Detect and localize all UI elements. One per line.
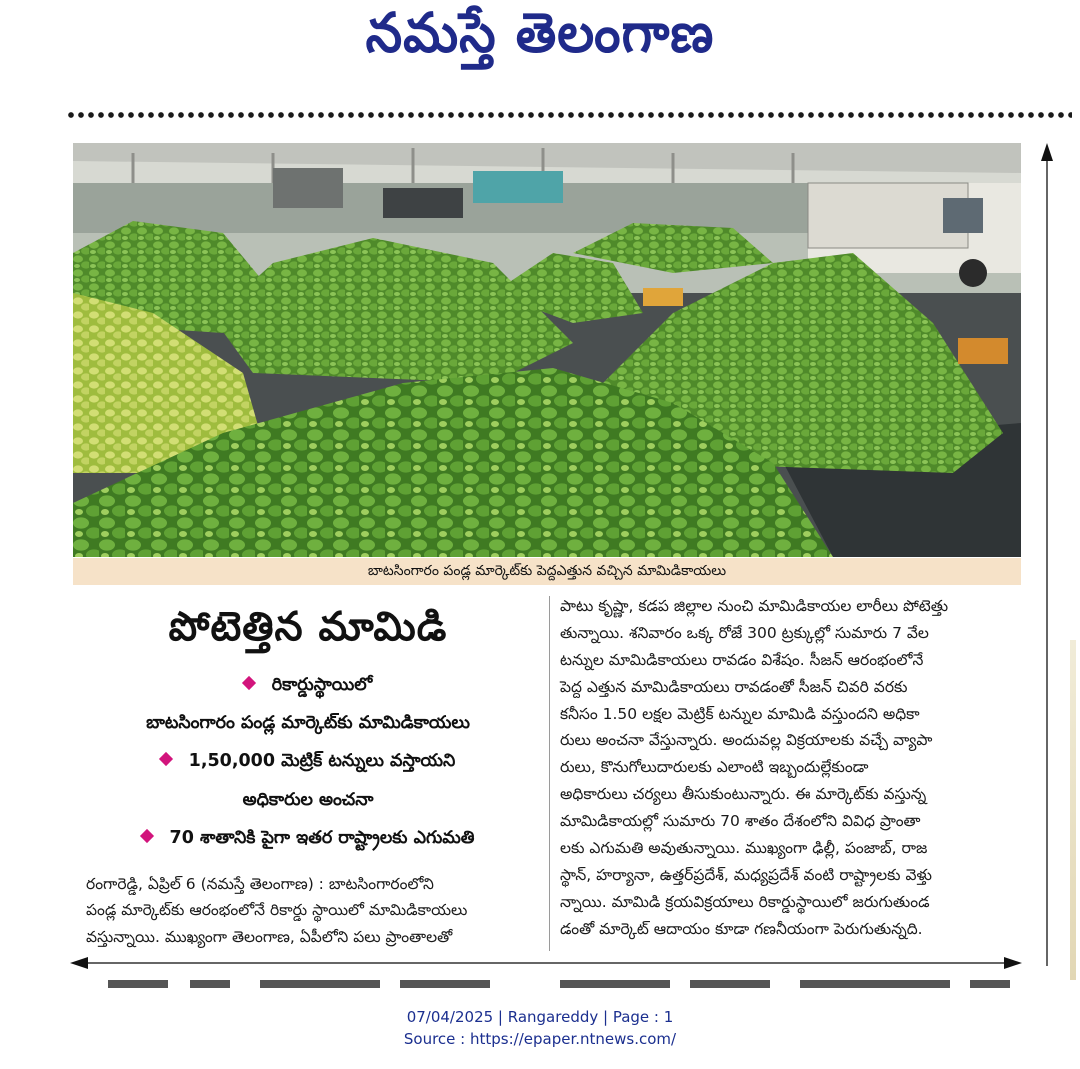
body-line: పండ్ల మార్కెట్‌కు ఆరంభంలోనే రికార్డు స్థాయిలో మామిడికాయలు <box>86 901 468 920</box>
clipped-next-article <box>100 980 1020 988</box>
photo-caption: బాటసింగారం పండ్ల మార్కెట్‌కు పెద్దఎత్తున వచ్చిన మామిడికాయలు <box>73 558 1021 585</box>
column-divider <box>549 596 550 951</box>
dotted-divider <box>66 111 1072 119</box>
article-body-right <box>560 594 1026 944</box>
body-line: రులు, కొనుగోలుదారులకు ఎలాంటి ఇబ్బందుల్లేకుండా <box>560 758 869 777</box>
body-line: న్నాయి. మామిడి క్రయవిక్రయాలు రికార్డుస్థాయిలో జరుగుతుండ <box>560 892 930 911</box>
subhead-5: 70 శాతానికి పైగా ఇతర రాష్ట్రాలకు ఎగుమతి <box>73 828 543 852</box>
masthead <box>0 0 1080 84</box>
horizontal-width-arrow <box>70 956 1022 970</box>
article-body-left <box>86 872 542 951</box>
body-line: కనీసం 1.50 లక్షల మెట్రిక్ టన్నుల మామిడి వస్తుందని అధికా <box>560 704 920 723</box>
adjacent-page-edge <box>1070 640 1076 980</box>
body-line: టన్నుల మామిడికాయలు రావడం విశేషం. సీజన్ ఆరంభంలోనే <box>560 650 924 669</box>
footer-date-edition: 07/04/2025 | Rangareddy | Page : 1 <box>406 1008 674 1026</box>
bullet-diamond-icon <box>242 676 256 690</box>
body-line: లకు ఎగుమతి అవుతున్నాయి. ముఖ్యంగా ఢిల్లీ, పంజాబ్, రాజ <box>560 839 928 858</box>
bullet-diamond-icon <box>159 752 173 766</box>
body-line: రంగారెడ్డి, ఏప్రిల్ 6 (నమస్తే తెలంగాణ) : బాటసింగారంలోని <box>86 875 434 893</box>
bullet-diamond-icon <box>139 829 153 843</box>
vertical-column-arrow <box>1040 143 1054 966</box>
body-line: తున్నాయి. శనివారం ఒక్క రోజే 300 ట్రక్కుల్లో సుమారు 7 వేల <box>560 623 929 642</box>
footer-source: Source : https://epaper.ntnews.com/ <box>403 1030 677 1048</box>
body-line: పాటు కృష్ణా, కడప జిల్లాల నుంచి మామిడికాయల లారీలు పోటెత్తు <box>560 597 949 615</box>
body-line: పెద్ద ఎత్తున మామిడికాయలు రావడంతో సీజన్ చివరి వరకు <box>560 677 908 696</box>
body-line: స్థాన్, హర్యానా, ఉత్తర్‌ప్రదేశ్, మధ్యప్రదేశ్ వంటి రాష్ట్రాలకు వెళ్తు <box>560 865 932 884</box>
subhead-4: అధికారుల అంచనా <box>242 790 374 810</box>
subhead-3: 1,50,000 మెట్రిక్ టన్నులు వస్తాయని <box>73 751 543 775</box>
newspaper-title: నమస్తే తెలంగాణ <box>365 2 715 66</box>
article-headline: పోటెత్తిన మామిడి <box>168 604 448 650</box>
subhead-2: బాటసింగారం పండ్ల మార్కెట్‌కు మామిడికాయలు <box>146 713 470 733</box>
subhead-1: రికార్డుస్థాయిలో <box>73 675 543 699</box>
body-line: మామిడికాయల్లో సుమారు 70 శాతం దేశంలోని వివిధ ప్రాంతా <box>560 812 921 831</box>
body-line: రులు అంచనా వేస్తున్నారు. అందువల్ల విక్రయాలకు వచ్చే వ్యాపా <box>560 731 933 750</box>
body-line: డంతో మార్కెట్ ఆదాయం కూడా గణనీయంగా పెరుగుతున్నది. <box>560 919 923 938</box>
mango-market-photo <box>73 143 1021 557</box>
page-footer <box>0 1006 1080 1050</box>
body-line: అధికారులు చర్యలు తీసుకుంటున్నారు. ఈ మార్కెట్‌కు వస్తున్న <box>560 785 927 804</box>
body-line: వస్తున్నాయి. ముఖ్యంగా తెలంగాణ, ఏపీలోని పలు ప్రాంతాలతో <box>86 927 453 946</box>
